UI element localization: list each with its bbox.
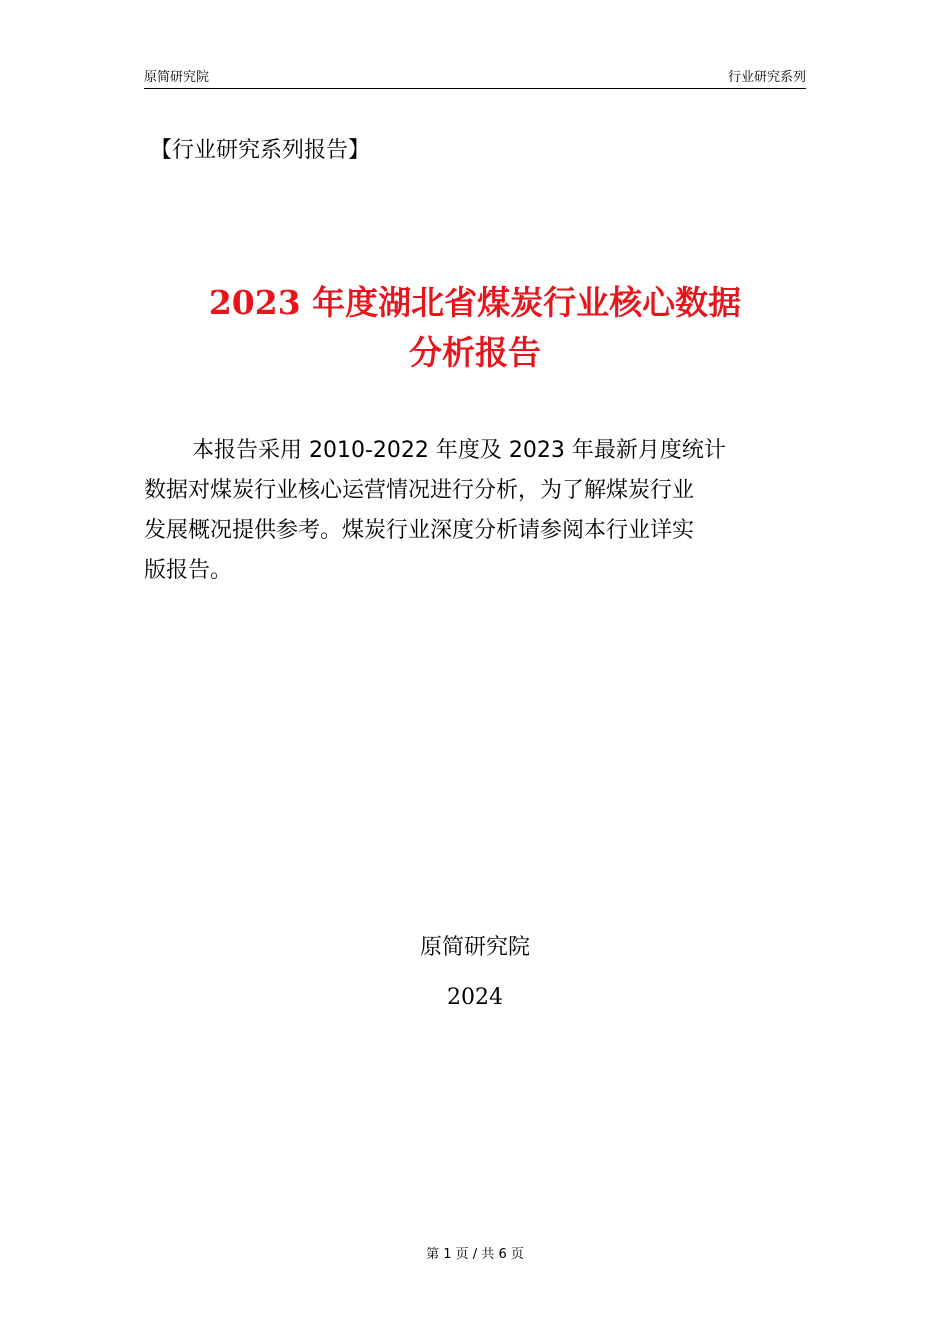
series-label: 【行业研究系列报告】	[150, 138, 371, 163]
page-footer: 第 1 页 / 共 6 页	[426, 1247, 524, 1262]
intro-line-2: 数据对煤炭行业核心运营情况进行分析，为了解煤炭行业	[144, 478, 695, 503]
intro-line-4: 版报告。	[144, 558, 233, 583]
intro-paragraph	[144, 431, 806, 591]
publish-year: 2024	[447, 985, 503, 1010]
title-line-2: 分析报告	[409, 333, 541, 372]
page-header	[144, 68, 806, 89]
intro-line-1: 本报告采用 2010-2022 年度及 2023 年最新月度统计	[192, 438, 726, 463]
publisher-name: 原简研究院	[419, 935, 530, 960]
document-title	[144, 278, 806, 378]
intro-line-3: 发展概况提供参考。煤炭行业深度分析请参阅本行业详实	[144, 518, 695, 543]
header-left-text: 原简研究院	[144, 70, 210, 85]
header-right-text: 行业研究系列	[727, 70, 806, 85]
title-line-1: 2023 年度湖北省煤炭行业核心数据	[208, 283, 742, 322]
